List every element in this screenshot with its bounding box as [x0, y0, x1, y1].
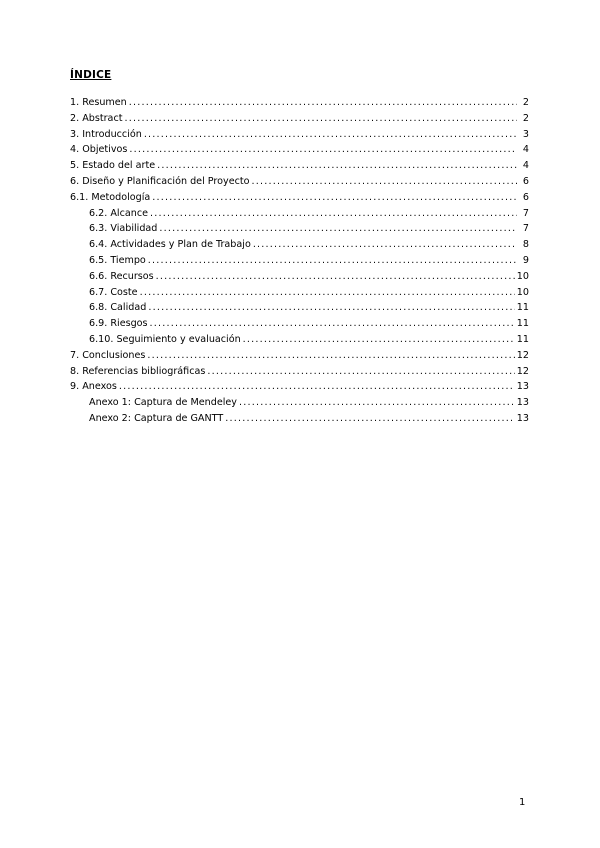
toc-entry-page-number: 3 [522, 128, 529, 140]
toc-entry-page-number: 6 [522, 175, 529, 187]
toc-entry-page-number: 4 [522, 160, 529, 172]
toc-entry[interactable] [70, 253, 529, 269]
toc-entry-page-number: 7 [522, 223, 529, 235]
toc-dot-leader [157, 158, 517, 174]
toc-entry-label: 6.1. Metodología [70, 191, 151, 203]
toc-entry-page-number: 4 [522, 144, 529, 156]
toc-entry-label: 6.7. Coste [89, 286, 138, 298]
toc-dot-leader [207, 364, 514, 380]
toc-title: ÍNDICE [70, 69, 112, 81]
toc-entry-label: 6.2. Alcance [89, 207, 148, 219]
toc-entry[interactable] [70, 174, 529, 190]
toc-entry[interactable] [70, 95, 529, 111]
toc-entry-label: 1. Resumen [70, 97, 127, 108]
toc-entry[interactable] [70, 300, 529, 316]
toc-dot-leader [243, 332, 515, 348]
toc-entry-label: 6.6. Recursos [89, 270, 154, 282]
toc-entry-label: 3. Introducción [70, 128, 142, 140]
toc-dot-leader [159, 221, 517, 237]
toc-entry-label: 6. Diseño y Planificación del Proyecto [70, 175, 250, 187]
toc-dot-leader [119, 379, 515, 395]
toc-entry-page-number: 2 [522, 112, 529, 124]
toc-entry-label: Anexo 1: Captura de Mendeley [89, 397, 237, 409]
toc-entry-label: 5. Estado del arte [70, 160, 156, 172]
toc-dot-leader [147, 348, 514, 364]
toc-entry-label: 6.3. Viabilidad [89, 223, 158, 235]
toc-dot-leader [152, 190, 517, 206]
toc-entry-label: 6.8. Calidad [89, 302, 147, 314]
toc-entry-label: 7. Conclusiones [70, 349, 146, 361]
toc-dot-leader [124, 111, 517, 127]
toc-entry[interactable] [70, 127, 529, 143]
toc-entry[interactable] [70, 411, 529, 427]
toc-entry-page-number: 13 [516, 381, 529, 393]
toc-dot-leader [252, 174, 517, 190]
toc-dot-leader [225, 411, 515, 427]
toc-entry-label: 8. Referencias bibliográficas [70, 365, 206, 377]
toc-entry-label: Anexo 2: Captura de GANTT [89, 412, 224, 424]
toc-entry-page-number: 10 [516, 270, 529, 282]
toc-entry[interactable] [70, 142, 529, 158]
toc-entry-page-number: 8 [522, 239, 529, 251]
toc-entry-page-number: 13 [516, 397, 529, 409]
toc-entry-page-number: 7 [522, 207, 529, 219]
toc-dot-leader [144, 127, 517, 143]
toc-dot-leader [253, 237, 517, 253]
toc-entry[interactable] [70, 190, 529, 206]
toc-entry-page-number: 11 [516, 302, 529, 314]
toc-entry[interactable] [70, 395, 529, 411]
toc-entry-label: 4. Objetivos [70, 144, 128, 156]
toc-entry[interactable] [70, 269, 529, 285]
toc-entry-label: 6.4. Actividades y Plan de Trabajo [89, 239, 251, 251]
toc-entry[interactable] [70, 364, 529, 380]
toc-entry-label: 6.5. Tiempo [89, 254, 146, 266]
toc-entry-page-number: 11 [516, 333, 529, 345]
toc-entry-label: 6.9. Riesgos [89, 318, 148, 330]
toc-entry-page-number: 11 [516, 318, 529, 330]
toc-list [70, 95, 529, 427]
toc-entry[interactable] [70, 237, 529, 253]
toc-entry[interactable] [70, 285, 529, 301]
toc-entry[interactable] [70, 332, 529, 348]
toc-entry-page-number: 12 [516, 365, 529, 377]
page-number: 1 [519, 797, 526, 808]
toc-entry[interactable] [70, 221, 529, 237]
toc-entry[interactable] [70, 111, 529, 127]
toc-entry-label: 6.10. Seguimiento y evaluación [89, 333, 241, 345]
toc-entry[interactable] [70, 206, 529, 222]
toc-entry-label: 9. Anexos [70, 381, 117, 393]
toc-entry-page-number: 2 [522, 97, 529, 108]
toc-entry-page-number: 6 [522, 191, 529, 203]
toc-entry[interactable] [70, 158, 529, 174]
toc-dot-leader [129, 142, 517, 158]
toc-entry-page-number: 9 [522, 254, 529, 266]
toc-entry-page-number: 12 [516, 349, 529, 361]
toc-dot-leader [150, 206, 517, 222]
toc-entry-page-number: 13 [516, 412, 529, 424]
toc-entry-page-number: 10 [516, 286, 529, 298]
toc-entry-label: 2. Abstract [70, 112, 123, 124]
toc-dot-leader [150, 316, 515, 332]
toc-dot-leader [140, 285, 515, 301]
toc-dot-leader [148, 300, 514, 316]
toc-dot-leader [148, 253, 517, 269]
toc-dot-leader [129, 95, 517, 111]
toc-entry[interactable] [70, 316, 529, 332]
toc-entry[interactable] [70, 348, 529, 364]
toc-dot-leader [239, 395, 515, 411]
toc-dot-leader [156, 269, 515, 285]
toc-entry[interactable] [70, 379, 529, 395]
